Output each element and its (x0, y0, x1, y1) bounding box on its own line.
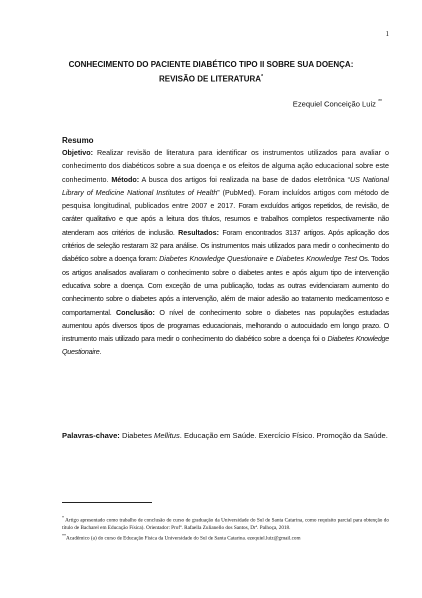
resultados-text: Foram encontrados 3137 artigos. Após aplicação dos critérios de seleção restaram 32 para análise. Os instrumentos mais utilizados para medir o conhecimento do diabético sobre a doença foram: (62, 228, 389, 264)
footnote-1 (62, 514, 389, 532)
keywords-text-1: Diabetes (119, 431, 155, 440)
resultados-label: Resultados: (178, 228, 219, 237)
title-line-1: CONHECIMENTO DO PACIENTE DIABÉTICO TIPO II SOBRE SUA DOENÇA: (68, 60, 354, 69)
keywords (62, 429, 389, 442)
footnotes (62, 514, 389, 543)
metodo-label: Método: (111, 175, 140, 184)
instrument-1: Diabetes Knowledge Questionaire (159, 255, 268, 264)
footnote-2-text: Acadêmico (a) do curso de Educação Física da Universidade do Sul de Santa Catarina. ezequiel.luiz@gmail.com (66, 535, 301, 542)
paper-title (40, 58, 382, 86)
title-line-2-text: REVISÃO DE LITERATURA (158, 74, 262, 84)
metodo-text-3: Foram excluídos artigos repetidos, de revisão, de caráter qualitativo e que após a leitura dos títulos, resumos e trabalhos completos respectivamente não atenderam aos critérios de inclusão. (62, 202, 389, 237)
abstract-body (62, 147, 389, 360)
footnote-2-marker: ** (62, 533, 66, 539)
author-footnote-marker: ** (378, 99, 382, 105)
conclusao-label: Conclusão: (115, 308, 155, 317)
database-name: US National Library of Medicine National Institutes of Health (62, 175, 389, 197)
author-name: Ezequiel Conceição Luiz (292, 99, 376, 109)
title-line-2 (40, 71, 382, 86)
keywords-italic: Mellitus (154, 431, 180, 440)
objetivo-text: Realizar revisão de literatura para identificar os instrumentos utilizados para avaliar o conhecimento dos diabéticos sobre a sua doença e os efeitos de alguma ação educacional sobre este conhecimento. (62, 149, 389, 184)
page-number: 1 (385, 30, 389, 38)
footnote-2 (62, 532, 389, 543)
instrument-2: Diabetes Knowledge Test (275, 255, 358, 264)
abstract-end: . (99, 348, 102, 357)
objetivo-label: Objetivo: (62, 149, 93, 157)
metodo-text-2: ” (PubMed). Foram incluídos artigos com método de pesquisa longitudinal, publicados entre 2007 e 2017. (62, 188, 389, 211)
footnote-1-marker: * (62, 515, 64, 520)
footnote-divider (62, 502, 152, 503)
keywords-label: Palavras-chave: (62, 431, 120, 440)
title-footnote-marker: * (261, 74, 264, 80)
abstract-heading: Resumo (62, 136, 94, 145)
author (293, 99, 382, 109)
and-word: e (267, 255, 276, 264)
resultados-text-2: Os. Todos os artigos analisados avaliaram o conhecimento sobre o diabetes antes e após algum tipo de intervenção educativa sobre a doença. Com exceção de uma publicação, todas as outras evidenciaram aumento do conhecimento sobre o diabetes após a intervenção, além de maior adesão ao tratamento medicamentoso e comportamental. (62, 255, 389, 317)
keywords-text-2: . Educação em Saúde. Exercício Físico. Promoção da Saúde. (179, 431, 388, 440)
instrument-3: Diabetes Knowledge Questionaire (62, 335, 389, 357)
metodo-text: A busca dos artigos foi realizada na base de dados eletrônica “ (139, 175, 351, 184)
conclusao-text: O nível de conhecimento sobre o diabetes nas populações estudadas aumentou após diversos tipos de programas educacionais, melhorando o autocuidado em longo prazo. O instrumento mais utilizado para medir o conhecimento do diabético sobre a doença foi o (62, 308, 389, 344)
footnote-1-text: Artigo apresentado como trabalho de conclusão de curso de graduação da Universidade do Sul de Santa Catarina, como requisito parcial para obtenção do título de Bacharel em Educação Física). Orientador: Profª. Rafaella Zulianello dos Santos, Drª. Palhoça, 2018. (62, 517, 389, 531)
